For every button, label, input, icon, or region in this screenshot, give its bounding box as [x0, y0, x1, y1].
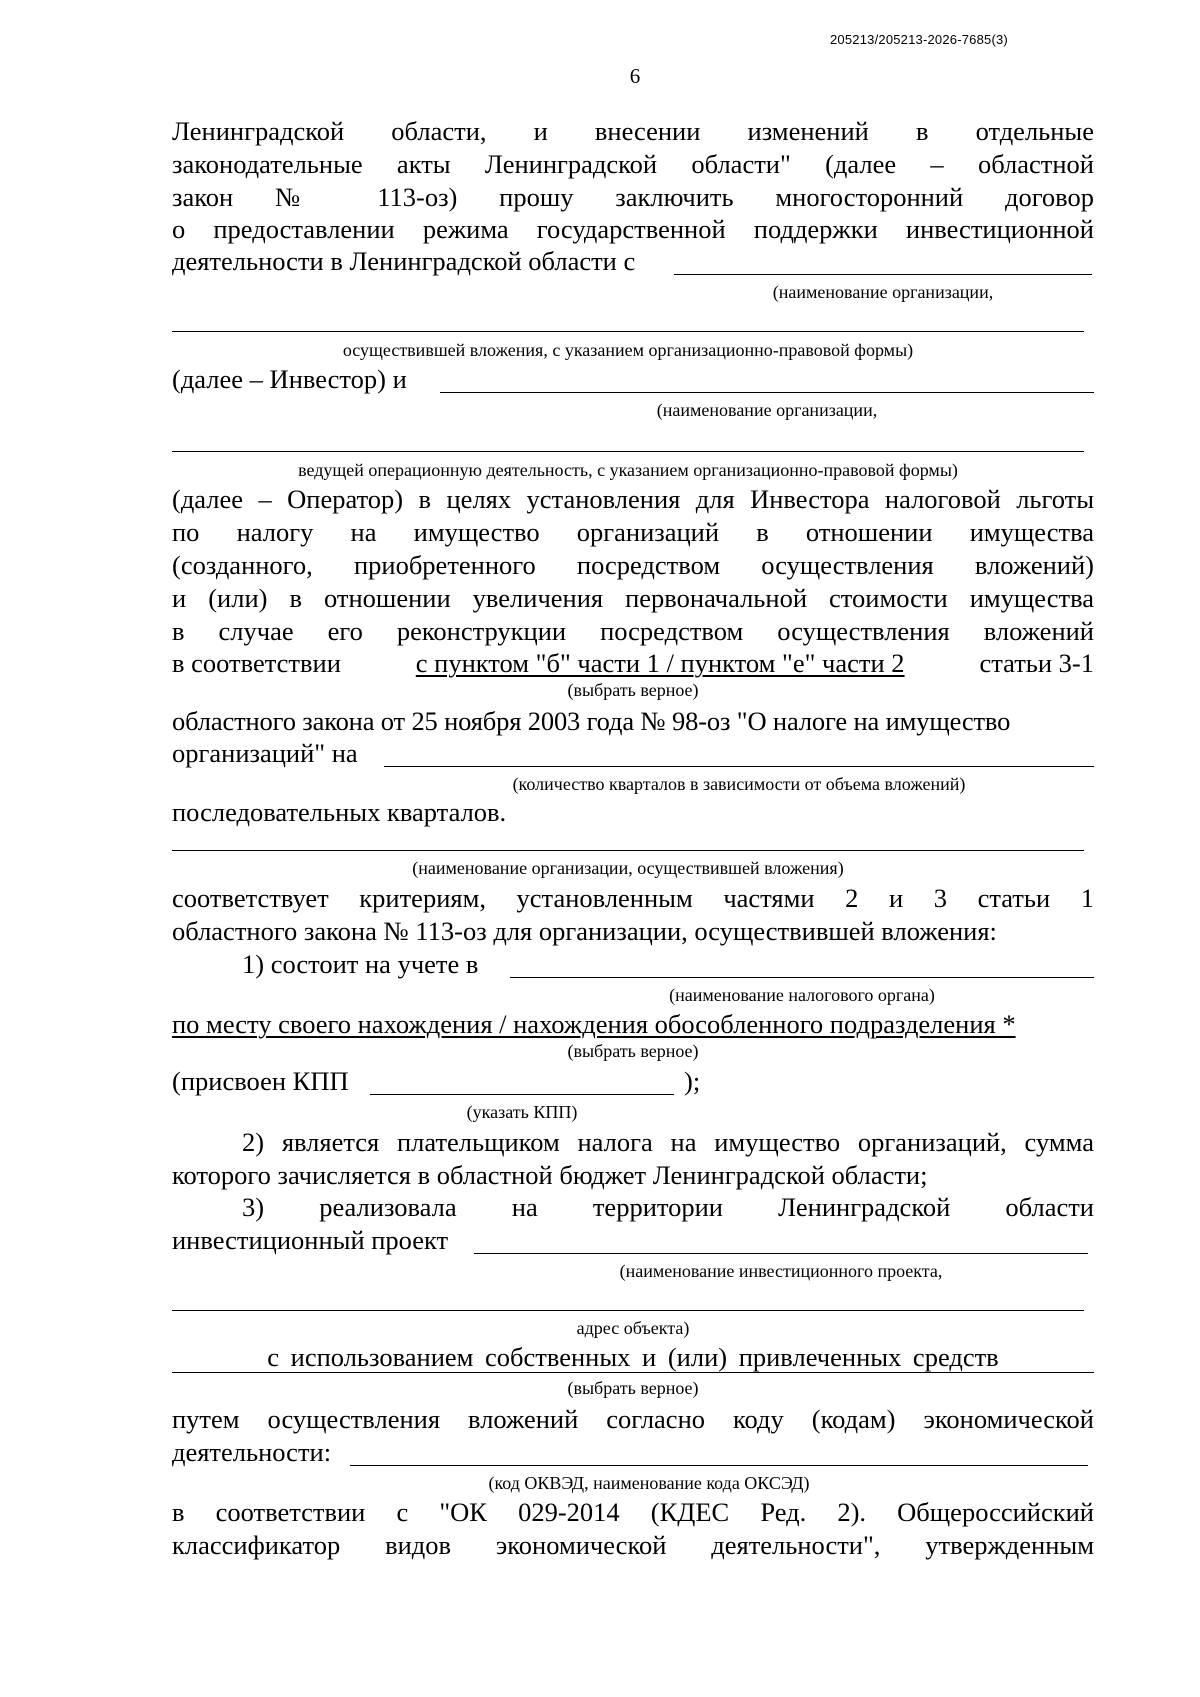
fill-line-okved[interactable]: [350, 1465, 1088, 1466]
text-line: в соответствии с "ОК 029-2014 (КДЕС Ред. 2). Общероссийский: [172, 1497, 1094, 1527]
caption: (количество кварталов в зависимости от объема вложений): [512, 774, 966, 794]
text-fragment: в соответствии: [172, 648, 341, 678]
fill-line-project-address[interactable]: [172, 1310, 1084, 1311]
text-line: которого зачисляется в областной бюджет Ленинградской области;: [172, 1160, 928, 1190]
text-line: (далее – Оператор) в целях установления для Инвестора налоговой льготы: [172, 484, 1094, 514]
text-fragment: статьи 3-1: [979, 648, 1094, 678]
text-line: [172, 949, 1094, 979]
text-line: последовательных кварталов.: [172, 797, 507, 827]
fill-line-tax-organ[interactable]: [510, 977, 1094, 978]
caption: (наименование организации,: [772, 282, 994, 302]
fill-line-operator-name[interactable]: [440, 392, 1094, 393]
text-line: деятельности в Ленинградской области с: [172, 246, 636, 276]
text-line: в случае его реконструкции посредством осуществления вложений: [172, 616, 1094, 646]
caption: (наименование организации, осуществившей вложения): [412, 858, 844, 878]
caption: (наименование налогового органа): [669, 985, 935, 1005]
text-line: [172, 648, 1094, 678]
page-number: 6: [629, 64, 641, 88]
text-line: деятельности:: [172, 1437, 332, 1467]
caption: ведущей операционную деятельность, с указанием организационно-правовой формы): [298, 460, 958, 480]
fill-line-kpp[interactable]: [370, 1094, 674, 1095]
caption: (выбрать верное): [567, 680, 699, 700]
text-line: классификатор видов экономической деятельности", утвержденным: [172, 1530, 1094, 1560]
text-line: организаций" на: [172, 738, 358, 768]
fill-line-operator-name-cont[interactable]: [172, 451, 1084, 452]
text-line: о предоставлении режима государственной поддержки инвестиционной: [172, 214, 1094, 244]
option-choice-location[interactable]: по месту своего нахождения / нахождения обособленного подразделения *: [172, 1009, 1016, 1039]
funds-underline: [172, 1372, 1094, 1373]
text-line: (созданного, приобретенного посредством осуществления вложений): [172, 550, 1094, 580]
fill-line-project[interactable]: [474, 1253, 1088, 1254]
text-line: путем осуществления вложений согласно коду (кодам) экономической: [172, 1404, 1094, 1434]
caption: (наименование инвестиционного проекта,: [619, 1261, 943, 1281]
option-choice-funds[interactable]: с использованием собственных и (или) привлеченных средств: [267, 1342, 999, 1372]
document-id: 205213/205213-2026-7685(3): [830, 32, 1008, 47]
caption: (указать КПП): [466, 1102, 578, 1122]
caption: адрес объекта): [576, 1318, 690, 1338]
fill-line-investor-name[interactable]: [674, 274, 1092, 275]
text-line: соответствует критериям, установленным частями 2 и 3 статьи 1: [172, 883, 1094, 913]
text-line: 2) является плательщиком налога на имущество организаций, сумма: [242, 1127, 1094, 1157]
text-line: инвестиционный проект: [172, 1225, 449, 1255]
fill-line-investor-name-cont[interactable]: [172, 331, 1084, 332]
text-line: закон № 113-оз) прошу заключить многосторонний договор: [172, 182, 1094, 212]
text-line: законодательные акты Ленинградской области" (далее – областной: [172, 149, 1094, 179]
caption: (выбрать верное): [567, 1378, 699, 1398]
text-line: Ленинградской области, и внесении изменений в отдельные: [172, 116, 1094, 146]
item-1: 1) состоит на учете в: [242, 949, 479, 979]
fill-line-quarters[interactable]: [384, 766, 1094, 767]
text-line: (присвоен КПП: [172, 1066, 349, 1096]
text-line: областного закона № 113-оз для организации, осуществившей вложения:: [172, 916, 997, 946]
text-line: областного закона от 25 ноября 2003 года № 98-оз "О налоге на имущество: [172, 706, 1011, 736]
caption: (код ОКВЭД, наименование кода ОКСЭД): [488, 1473, 810, 1493]
text-line: (далее – Инвестор) и: [172, 364, 407, 394]
option-choice[interactable]: с пунктом "б" части 1 / пунктом "е" части 2: [415, 648, 905, 678]
text-line: [172, 1192, 1094, 1222]
text-line: и (или) в отношении увеличения первоначальной стоимости имущества: [172, 583, 1094, 613]
caption: (наименование организации,: [656, 400, 878, 420]
caption: (выбрать верное): [567, 1041, 699, 1061]
text-fragment: );: [684, 1066, 701, 1096]
caption: осуществившей вложения, с указанием организационно-правовой формы): [342, 340, 914, 360]
text-line: по налогу на имущество организаций в отношении имущества: [172, 517, 1094, 547]
fill-line-org-invest[interactable]: [172, 850, 1084, 851]
item-3: 3) реализовала на территории Ленинградской области: [242, 1192, 1094, 1222]
